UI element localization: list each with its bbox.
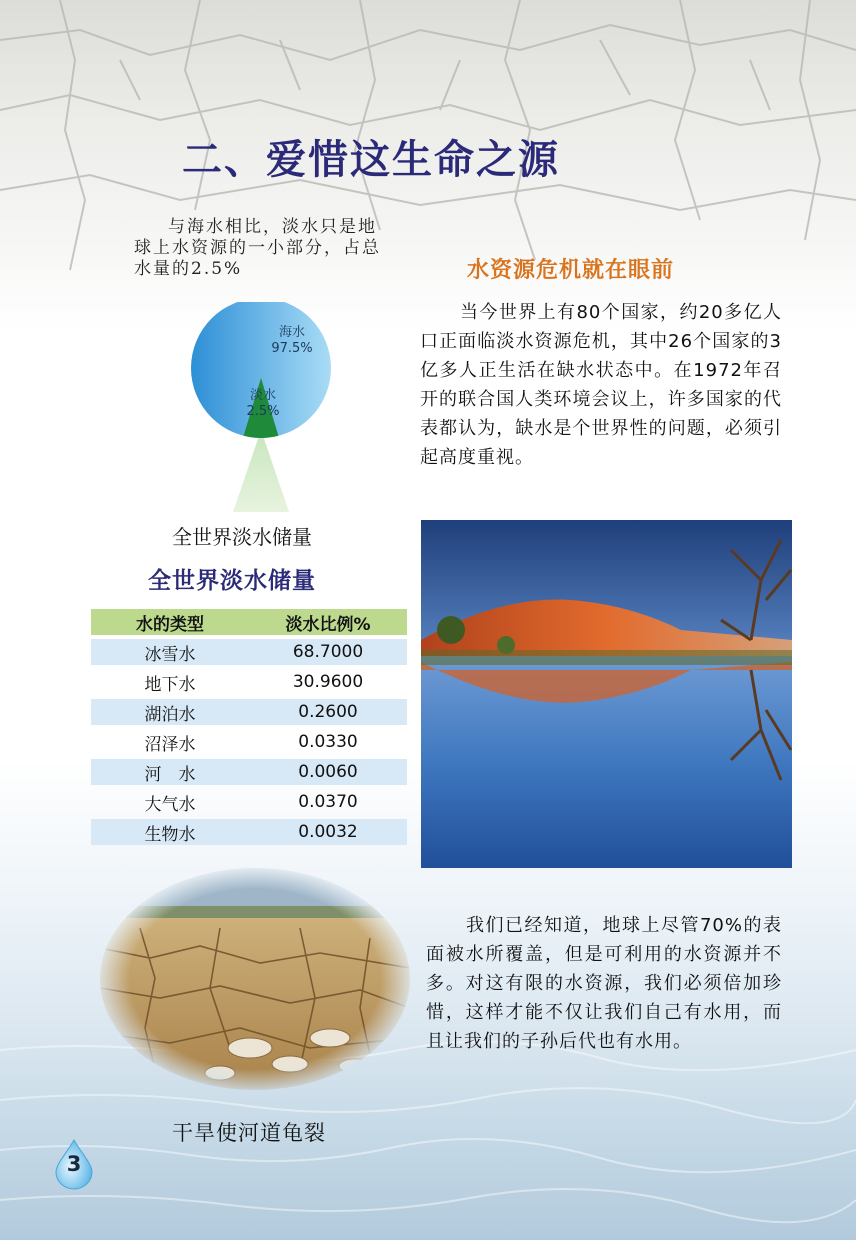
pie-label-fresh-water: 淡水 2.5%	[246, 388, 280, 419]
table-header-row	[91, 609, 407, 635]
pie-label-sea-water: 海水 97.5%	[271, 325, 313, 356]
table-row	[91, 699, 407, 725]
dry-riverbed-photo	[100, 868, 410, 1090]
water-type-cell: 地下水	[144, 674, 196, 695]
ratio-cell: 0.0370	[298, 792, 358, 812]
table-row	[91, 789, 407, 815]
conservation-paragraph: 我们已经知道，地球上尽管70%的表面被水所覆盖，但是可利用的水资源并不多。对这有限的水资源，我们必须倍加珍惜，这样才能不仅让我们自己有水用，而且让我们的子孙后代也有水用。	[426, 915, 782, 1052]
ratio-cell: 0.0060	[249, 759, 407, 785]
dry-riverbed-caption: 干旱使河道龟裂	[172, 1121, 326, 1145]
column-header: 水的类型	[91, 609, 249, 635]
water-type-cell: 沼泽水	[144, 734, 196, 755]
column-header: 淡水比例%	[249, 609, 407, 635]
table-title: 全世界淡水储量	[148, 568, 316, 594]
pie-caption: 全世界淡水储量	[172, 525, 312, 549]
water-type-cell: 大气水	[144, 794, 196, 815]
section-heading: 水资源危机就在眼前	[467, 258, 675, 283]
ratio-cell: 0.2600	[249, 699, 407, 725]
water-type-cell: 湖泊水	[91, 699, 249, 725]
page-title: 二、爱惜这生命之源	[182, 137, 560, 183]
crisis-paragraph: 当今世界上有80个国家，约20多亿人口正面临淡水资源危机，其中26个国家的3亿多人正生活在缺水状态中。在1972年召开的联合国人类环境会议上，许多国家的代表都认为，缺水是个世界性的问题，必须引起高度重视。	[420, 302, 782, 468]
intro-text: 与海水相比，淡水只是地球上水资源的一小部分，占总水量的2.5%	[134, 217, 381, 279]
table-row	[91, 759, 407, 785]
table-row	[91, 639, 407, 665]
table-row	[91, 669, 407, 695]
page-number: 3	[66, 1152, 82, 1176]
table-row	[91, 819, 407, 845]
table-row	[91, 729, 407, 755]
ratio-cell: 68.7000	[249, 639, 407, 665]
ratio-cell: 30.9600	[292, 672, 364, 692]
desert-lake-photo	[421, 520, 792, 868]
water-type-cell: 河 水	[91, 759, 249, 785]
ratio-cell: 0.0330	[298, 732, 358, 752]
water-type-cell: 生物水	[91, 819, 249, 845]
fresh-water-cone	[233, 430, 289, 512]
fresh-water-table	[91, 605, 407, 849]
ratio-cell: 0.0032	[249, 819, 407, 845]
water-type-cell: 冰雪水	[91, 639, 249, 665]
